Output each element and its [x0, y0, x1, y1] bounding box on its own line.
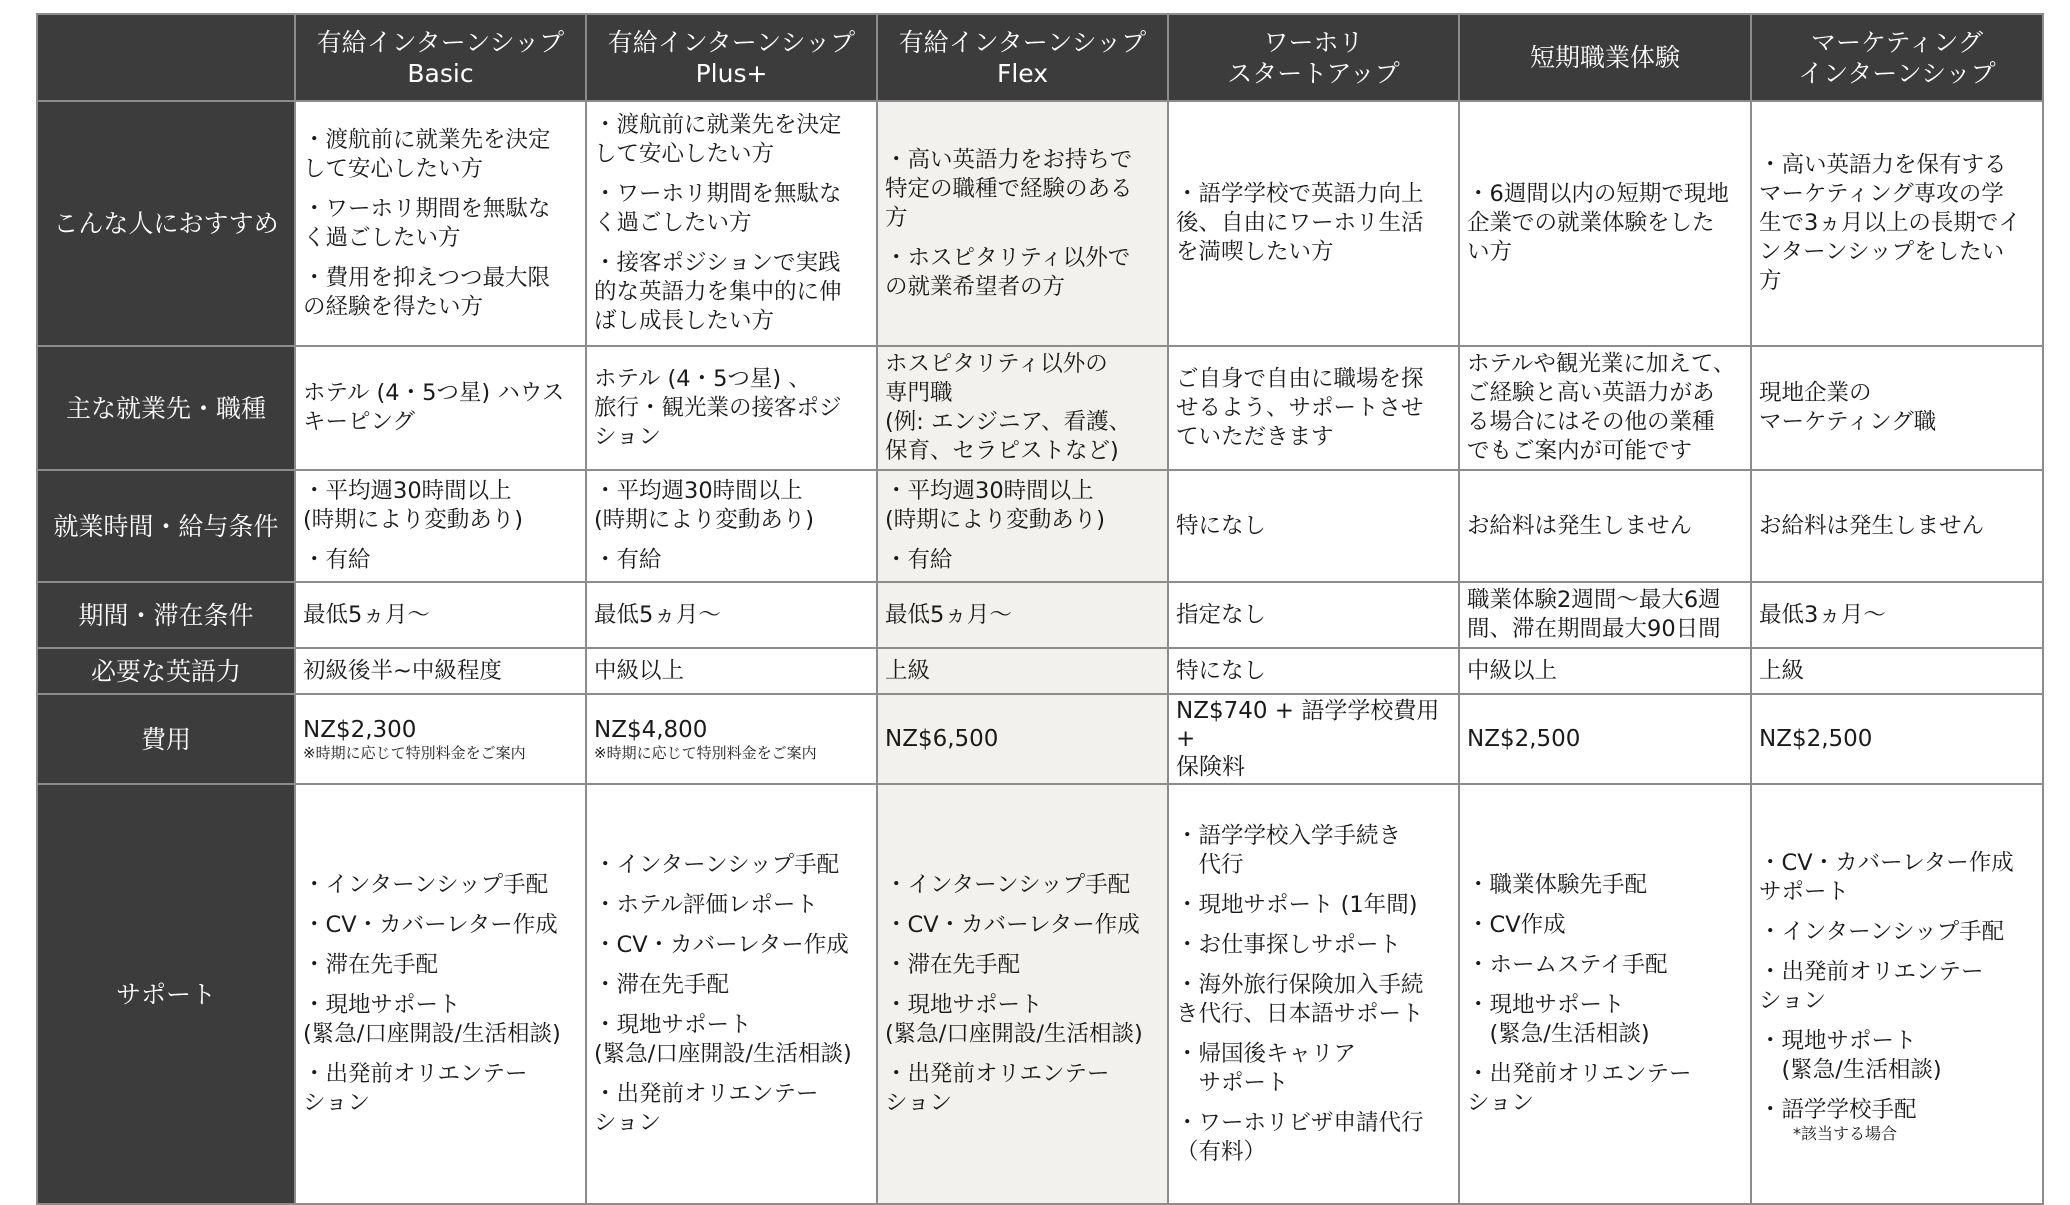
cell-period-startup: 指定なし [1168, 582, 1459, 648]
cell-cost-startup: NZ$740 + 語学学校費用 + 保険料 [1168, 694, 1459, 784]
support-applicable-note: *該当する場合 [1793, 1124, 1898, 1143]
cell-support-marketing: ・CV・カバーレター作成 サポート ・インターンシップ手配 ・出発前オリエンテー ション ・現地サポート (緊急/生活相談) ・語学学校手配 *該当する場合 [1751, 784, 2043, 1204]
cell-english-flex: 上級 [877, 648, 1168, 694]
row-hours [37, 470, 2043, 582]
cell-cost-flex: NZ$6,500 [877, 694, 1168, 784]
cell-cost-short-experience: NZ$2,500 [1459, 694, 1751, 784]
header-row [37, 14, 2043, 101]
row-support [37, 784, 2043, 1204]
row-header-cost: 費用 [37, 694, 295, 784]
cell-recommend-startup: ・語学学校で英語力向上 後、自由にワーホリ生活 を満喫したい方 [1168, 101, 1459, 346]
cell-support-short-experience: ・職業体験先手配 ・CV作成 ・ホームステイ手配 ・現地サポート (緊急/生活相談) ・出発前オリエンテー ション [1459, 784, 1751, 1204]
cell-english-plus: 中級以上 [586, 648, 877, 694]
row-header-hours: 就業時間・給与条件 [37, 470, 295, 582]
cell-period-marketing: 最低3ヵ月～ [1751, 582, 2043, 648]
cell-cost-plus: NZ$4,800 ※時期に応じて特別料金をご案内 [586, 694, 877, 784]
row-cost [37, 694, 2043, 784]
col-header-short-experience: 短期職業体験 [1459, 14, 1751, 101]
cell-jobs-plus: ホテル (4・5つ星) 、 旅行・観光業の接客ポジ ション [586, 346, 877, 470]
cell-recommend-basic: ・渡航前に就業先を決定 して安心したい方 ・ワーホリ期間を無駄な く過ごしたい方 ・費用を抑えつつ最大限 の経験を得たい方 [295, 101, 586, 346]
cell-cost-marketing: NZ$2,500 [1751, 694, 2043, 784]
row-recommend [37, 101, 2043, 346]
col-header-flex: 有給インターンシップ Flex [877, 14, 1168, 101]
col-header-startup: ワーホリ スタートアップ [1168, 14, 1459, 101]
row-header-english: 必要な英語力 [37, 648, 295, 694]
cell-english-startup: 特になし [1168, 648, 1459, 694]
program-comparison-table [36, 13, 2044, 1205]
cell-jobs-short-experience: ホテルや観光業に加えて、 ご経験と高い英語力があ る場合にはその他の業種 でもご案内が可能です [1459, 346, 1751, 470]
cell-english-basic: 初級後半~中級程度 [295, 648, 586, 694]
row-header-period: 期間・滞在条件 [37, 582, 295, 648]
col-header-marketing: マーケティング インターンシップ [1751, 14, 2043, 101]
cell-period-basic: 最低5ヵ月～ [295, 582, 586, 648]
cell-hours-marketing: お給料は発生しません [1751, 470, 2043, 582]
cell-recommend-flex: ・高い英語力をお持ちで 特定の職種で経験のある 方 ・ホスピタリティ以外で の就業希望者の方 [877, 101, 1168, 346]
cell-hours-basic: ・平均週30時間以上 (時期により変動あり) ・有給 [295, 470, 586, 582]
cell-recommend-plus: ・渡航前に就業先を決定 して安心したい方 ・ワーホリ期間を無駄な く過ごしたい方 ・接客ポジションで実践 的な英語力を集中的に伸 ばし成長したい方 [586, 101, 877, 346]
cell-period-flex: 最低5ヵ月～ [877, 582, 1168, 648]
row-jobs [37, 346, 2043, 470]
cell-recommend-marketing: ・高い英語力を保有する マーケティング専攻の学 生で3ヵ月以上の長期でイ ンターンシップをしたい 方 [1751, 101, 2043, 346]
row-header-jobs: 主な就業先・職種 [37, 346, 295, 470]
cell-jobs-marketing: 現地企業の マーケティング職 [1751, 346, 2043, 470]
row-header-support: サポート [37, 784, 295, 1204]
cell-support-startup: ・語学学校入学手続き 代行 ・現地サポート (1年間) ・お仕事探しサポート ・海外旅行保険加入手続 き代行、日本語サポート ・帰国後キャリア サポート ・ワーホリビザ申請代行 （有料） [1168, 784, 1459, 1204]
corner-cell [37, 14, 295, 101]
cell-jobs-basic: ホテル (4・5つ星) ハウス キーピング [295, 346, 586, 470]
col-header-plus: 有給インターンシップ Plus+ [586, 14, 877, 101]
col-header-basic: 有給インターンシップ Basic [295, 14, 586, 101]
cell-period-short-experience: 職業体験2週間～最大6週 間、滞在期間最大90日間 [1459, 582, 1751, 648]
row-english [37, 648, 2043, 694]
row-header-recommend: こんな人におすすめ [37, 101, 295, 346]
row-period [37, 582, 2043, 648]
cell-jobs-flex: ホスピタリティ以外の 専門職 (例: エンジニア、看護、 保育、セラピストなど) [877, 346, 1168, 470]
cell-hours-short-experience: お給料は発生しません [1459, 470, 1751, 582]
cell-hours-plus: ・平均週30時間以上 (時期により変動あり) ・有給 [586, 470, 877, 582]
cell-cost-basic: NZ$2,300 ※時期に応じて特別料金をご案内 [295, 694, 586, 784]
cell-recommend-short-experience: ・6週間以内の短期で現地 企業での就業体験をした い方 [1459, 101, 1751, 346]
cell-support-basic: ・インターンシップ手配 ・CV・カバーレター作成 ・滞在先手配 ・現地サポート (緊急/口座開設/生活相談) ・出発前オリエンテー ション [295, 784, 586, 1204]
cell-english-marketing: 上級 [1751, 648, 2043, 694]
cell-support-plus: ・インターンシップ手配 ・ホテル評価レポート ・CV・カバーレター作成 ・滞在先手配 ・現地サポート (緊急/口座開設/生活相談) ・出発前オリエンテー ション [586, 784, 877, 1204]
cell-hours-startup: 特になし [1168, 470, 1459, 582]
cell-support-flex: ・インターンシップ手配 ・CV・カバーレター作成 ・滞在先手配 ・現地サポート (緊急/口座開設/生活相談) ・出発前オリエンテー ション [877, 784, 1168, 1204]
cell-english-short-experience: 中級以上 [1459, 648, 1751, 694]
cell-hours-flex: ・平均週30時間以上 (時期により変動あり) ・有給 [877, 470, 1168, 582]
cell-jobs-startup: ご自身で自由に職場を探 せるよう、サポートさせ ていただきます [1168, 346, 1459, 470]
cell-period-plus: 最低5ヵ月～ [586, 582, 877, 648]
